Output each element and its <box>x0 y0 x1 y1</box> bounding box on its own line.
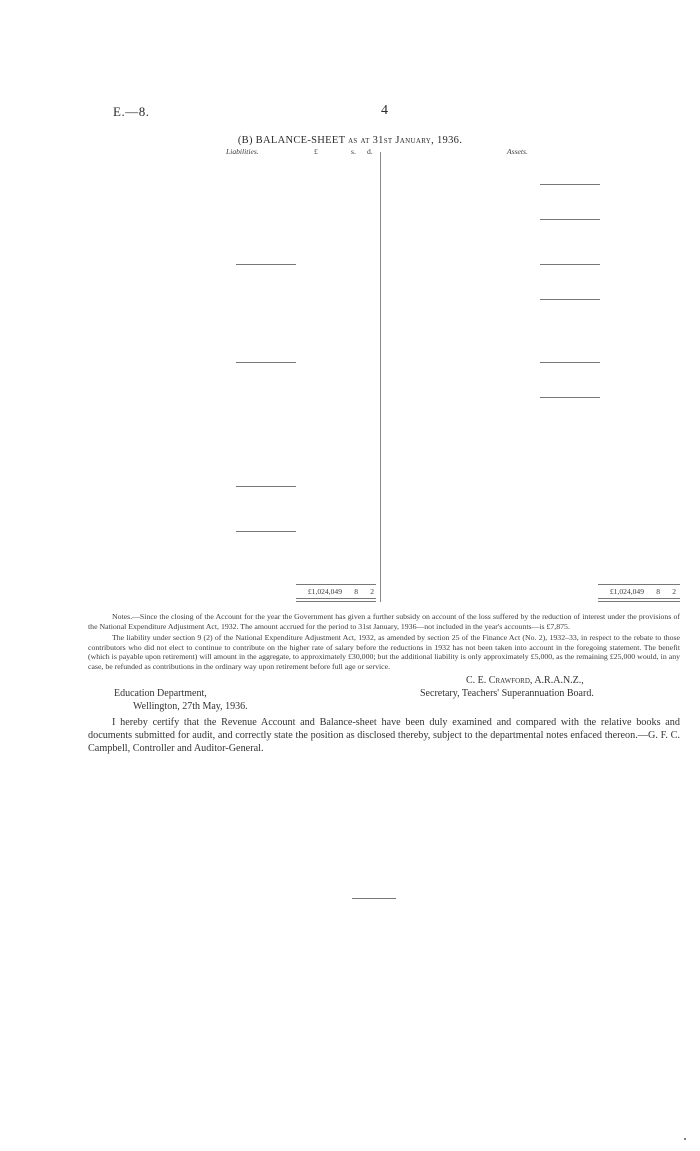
liabilities-subtotal-rule <box>236 531 296 532</box>
page-mark <box>684 1138 686 1140</box>
assets-subtotal-rule <box>540 264 600 265</box>
assets-total-pounds: £1,024,049 <box>609 587 644 596</box>
liabilities-total-shillings: 8 <box>354 587 358 596</box>
assets-subtotal-rule <box>540 219 600 220</box>
liabilities-subtotal-rule <box>236 264 296 265</box>
signature-department: Education Department, <box>114 688 207 699</box>
balance-sheet-title <box>0 135 700 146</box>
assets-total-shillings: 8 <box>656 587 660 596</box>
liabilities-total-pence: 2 <box>370 587 374 596</box>
liabilities-total-double-rule <box>296 598 376 602</box>
assets-total-pence: 2 <box>672 587 676 596</box>
page-number: 4 <box>381 103 388 118</box>
assets-heading: Assets. <box>507 147 528 156</box>
assets-subtotal-rule <box>540 362 600 363</box>
notes-block <box>88 612 680 672</box>
note-paragraph-1: Notes.—Since the closing of the Account for the year the Government has given a further subsidy on account of the loss suffered by the reduction of interest under the provisions of the National Expenditure Adjustment Act, 1932. The amount accrued for the period to 31st January, 1936—not included in the year's accounts—is £7,875. <box>88 612 680 631</box>
liabilities-total-rule <box>296 584 376 585</box>
liabilities-total-pounds: £1,024,049 <box>307 587 342 596</box>
audit-certificate: I hereby certify that the Revenue Account and Balance-sheet have been duly examined and compared with the relative books and documents submitted for audit, and correctly state the position as disclosed thereby, subject to the departmental notes enfaced thereon.—G. F. C. Campbell, Controller and Auditor-General. <box>88 717 680 754</box>
column-divider <box>380 152 381 602</box>
liabilities-subtotal-rule <box>236 362 296 363</box>
page-code: E.—8. <box>113 104 150 119</box>
note-paragraph-2: The liability under section 9 (2) of the National Expenditure Adjustment Act, 1932, as amended by section 25 of the Finance Act (No. 2), 1932–33, in respect to the rebate to those contributors who did not elect to continue to contribute on the higher rate of salary before the reductions in 1932 has not been taken into account in the foregoing statement. The benefit (which is payable upon retirement) will amount in the aggregate, to approximately £30,000; but the additional liability is only approximately £5,000, as the remaining £25,000 would, in any case, be refunded as contributions in the ordinary way upon retirement before full age or service. <box>88 633 680 671</box>
signature-name: C. E. Crawford, A.R.A.N.Z., <box>466 675 584 686</box>
assets-subtotal-rule <box>540 184 600 185</box>
liabilities-heading: Liabilities. <box>226 147 259 156</box>
title-main: (B) BALANCE-SHEET <box>237 135 346 146</box>
signature-role: Secretary, Teachers' Superannuation Board. <box>420 688 594 699</box>
assets-total-rule <box>598 584 680 585</box>
liabilities-subtotal-rule <box>236 486 296 487</box>
liabilities-col-shillings: s. <box>351 147 356 156</box>
assets-total-double-rule <box>598 598 680 602</box>
end-rule <box>352 898 396 899</box>
assets-subtotal-rule <box>540 299 600 300</box>
signature-place-date: Wellington, 27th May, 1936. <box>133 701 248 712</box>
liabilities-col-pounds: £ <box>314 147 318 156</box>
title-date: as at 31st January, 1936. <box>348 135 463 146</box>
liabilities-col-pence: d. <box>367 147 373 156</box>
assets-subtotal-rule <box>540 397 600 398</box>
